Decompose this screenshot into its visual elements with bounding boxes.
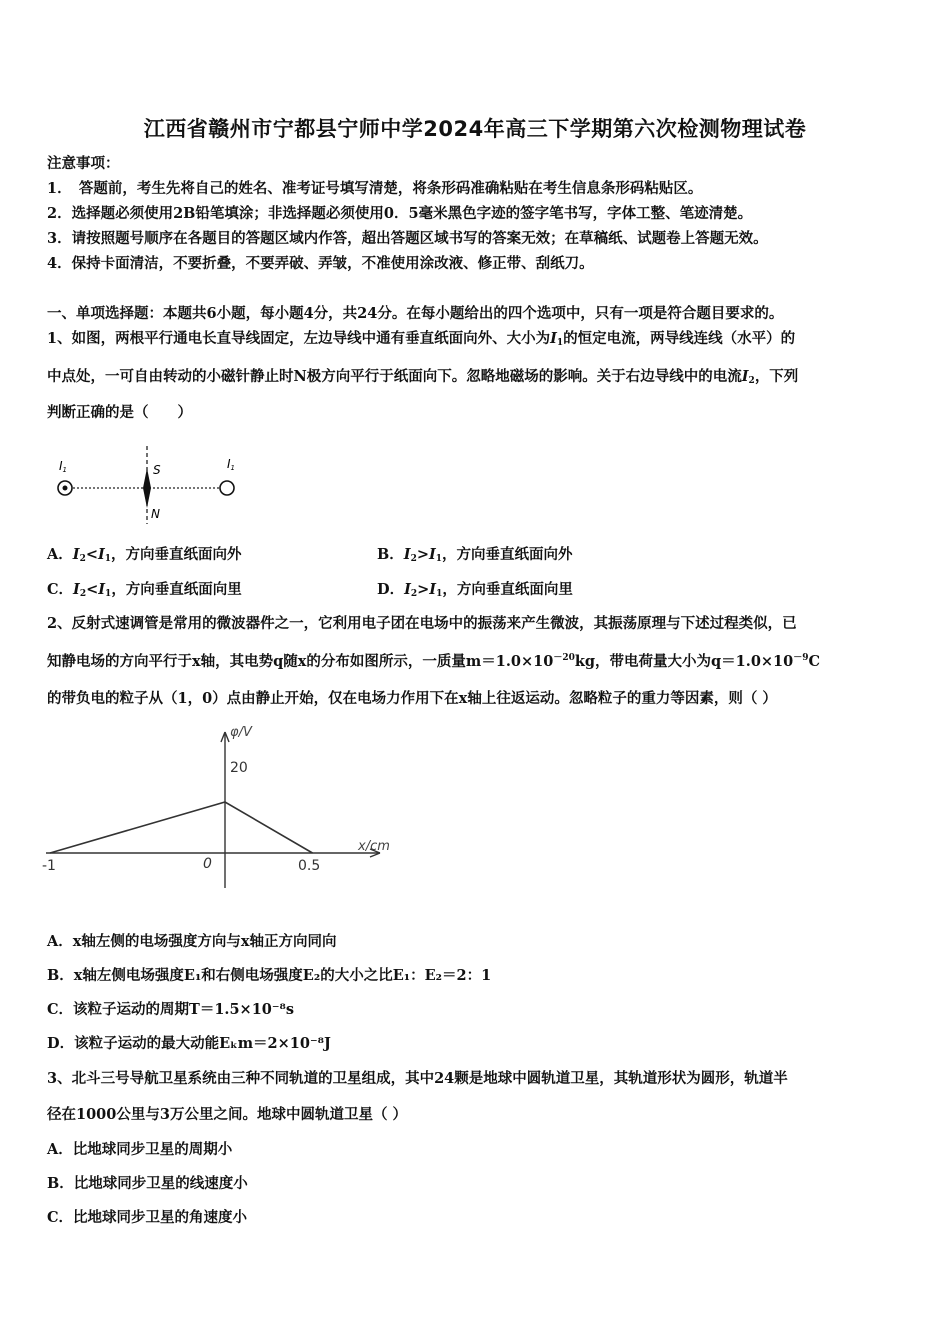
left-wire-dot-icon (63, 486, 68, 491)
q2-option-b[interactable]: B．x轴左侧电场强度E₁和右侧电场强度E₂的大小之比E₁：E₂＝2：1 (47, 967, 492, 984)
section-heading: 一、单项选择题：本题共6小题，每小题4分，共24分。在每小题给出的四个选项中，只有一项是符合题目要求的。 (47, 305, 784, 322)
q2-option-a[interactable]: A．x轴左侧的电场强度方向与x轴正方向同向 (47, 933, 337, 950)
x-axis-label: x/cm (358, 839, 390, 854)
x-tick-label-0-5: 0.5 (298, 858, 321, 874)
q3-option-a[interactable]: A．比地球同步卫星的周期小 (47, 1141, 233, 1158)
note-item: 1． 答题前，考生先将自己的姓名、准考证号填写清楚，将条形码准确粘贴在考生信息条形码粘贴区。 (47, 180, 703, 197)
q2-option-c[interactable]: C．该粒子运动的周期T＝1.5×10⁻⁸s (47, 1001, 295, 1018)
page-title: 江西省赣州市宁都县宁师中学2024年高三下学期第六次检测物理试卷 (143, 117, 807, 141)
n-pole-label: N (151, 507, 160, 521)
left-current-label: I1 (59, 459, 68, 474)
q3-line1: 3、北斗三号导航卫星系统由三种不同轨道的卫星组成，其中24颗是地球中圆轨道卫星，其轨道形状为圆形，轨道半 (47, 1070, 788, 1087)
right-wire-icon (220, 481, 234, 495)
potential-chart (40, 720, 400, 895)
q1-option-a[interactable]: A．$I_2<I_1$，方向垂直纸面向外 (47, 546, 242, 564)
potential-series-line (50, 802, 313, 853)
note-item: 2．选择题必须使用2B铅笔填涂；非选择题必须使用0．5毫米黑色字迹的签字笔书写，字体工整、笔迹清楚。 (47, 205, 753, 222)
q1-line1: 1、如图，两根平行通电长直导线固定，左边导线中通有垂直纸面向外、大小为$I_1$的恒定电流，两导线连线（水平）的 (47, 330, 796, 348)
q3-line2: 径在1000公里与3万公里之间。地球中圆轨道卫星（ ） (47, 1106, 407, 1123)
q1-line2: 中点处，一可自由转动的小磁针静止时N极方向平行于纸面向下。忽略地磁场的影响。关于右边导线中的电流$I_2$，下列 (47, 368, 799, 386)
s-pole-label: S (153, 463, 161, 477)
q2-option-d[interactable]: D．该粒子运动的最大动能Eₖm＝2×10⁻⁸J (47, 1035, 331, 1052)
q2-line1: 2、反射式速调管是常用的微波器件之一，它利用电子团在电场中的振荡来产生微波，其振荡原理与下述过程类似，已 (47, 615, 797, 632)
right-current-label: I1 (227, 457, 236, 472)
x-tick-label-neg1: -1 (42, 858, 56, 874)
q2-line3: 的带负电的粒子从（1，0）点由静止开始，仅在电场力作用下在x轴上往返运动。忽略粒子的重力等因素，则（ ） (47, 690, 777, 707)
q3-option-b[interactable]: B．比地球同步卫星的线速度小 (47, 1175, 248, 1192)
y-axis-label: φ/V (230, 725, 252, 740)
note-item: 3．请按照题号顺序在各题目的答题区域内作答，超出答题区域书写的答案无效；在草稿纸、试题卷上答题无效。 (47, 230, 768, 247)
q1-line3: 判断正确的是（ ） (47, 404, 192, 421)
note-item: 4．保持卡面清洁，不要折叠，不要弄破、弄皱，不准使用涂改液、修正带、刮纸刀。 (47, 255, 594, 272)
y-tick-label-20: 20 (230, 760, 248, 776)
q1-option-b[interactable]: B．$I_2>I_1$，方向垂直纸面向外 (377, 546, 573, 564)
compass-needle-icon (143, 468, 151, 508)
q2-line2: 知静电场的方向平行于x轴，其电势q随x的分布如图所示，一质量$m=1.0\times 10^{-20}kg$，带电荷量大小为$q=1.0\times 10^{-9}C$ (47, 653, 821, 670)
q3-option-c[interactable]: C．比地球同步卫星的角速度小 (47, 1209, 248, 1226)
q1-option-c[interactable]: C．$I_2<I_1$，方向垂直纸面向里 (47, 581, 242, 599)
q1-option-d[interactable]: D．$I_2>I_1$，方向垂直纸面向里 (377, 581, 573, 599)
notes-heading: 注意事项： (47, 155, 120, 172)
q1-figure (47, 440, 257, 530)
x-tick-label-0: 0 (203, 856, 212, 872)
